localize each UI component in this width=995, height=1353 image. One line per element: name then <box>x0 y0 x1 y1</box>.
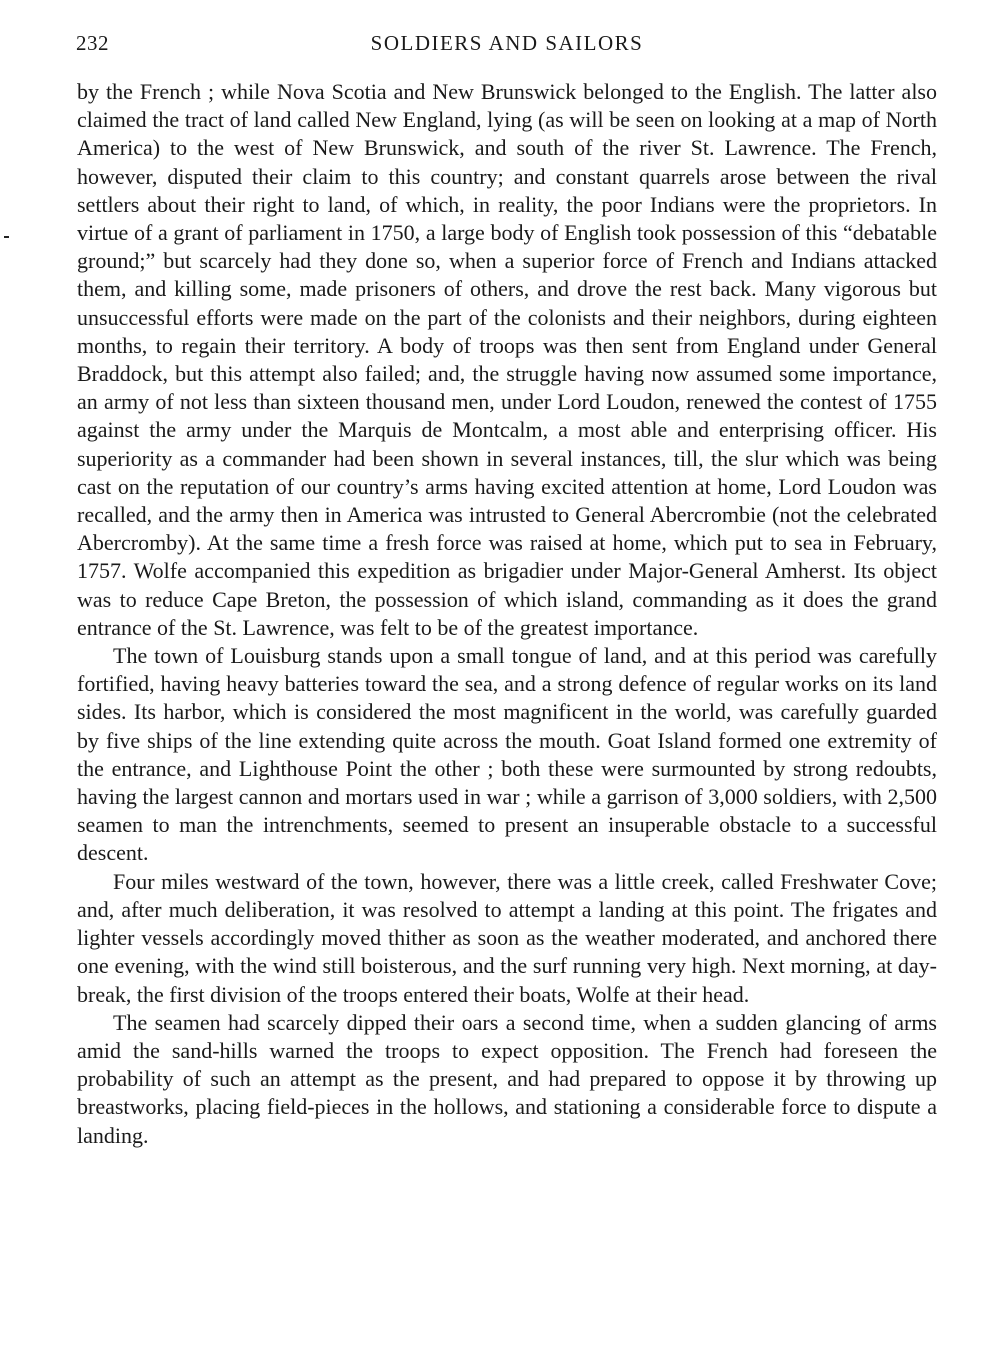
page-header <box>76 31 938 61</box>
paragraph-1: by the French ; while Nova Scotia and New Brunswick belonged to the English. The latter also claimed the tract of land called New England, lying (as will be seen on looking at a map of North America) to the west of New Brunswick, and south of the river St. Lawrence. The French, however, disputed their claim to this country; and constant quarrels arose between the rival settlers about their right to land, of which, in reality, the poor Indians were the proprietors. In virtue of a grant of parliament in 1750, a large body of English took possession of this “debatable ground;” but scarcely had they done so, when a superior force of French and Indians attacked them, and killing some, made prisoners of others, and drove the rest back. Many vigorous but unsuccessful efforts were made on the part of the colonists and their neighbors, during eighteen months, to regain their territory. A body of troops was then sent from England under General Braddock, but this attempt also failed; and, the struggle having now assumed some importance, an army of not less than sixteen thousand men, under Lord Loudon, renewed the contest of 1755 against the army under the Marquis de Montcalm, a most able and enterprising officer. His superiority as a commander had been shown in several instances, till, the slur which was being cast on the reputation of our country’s arms having excited attention at home, Lord Loudon was recalled, and the army then in America was intrusted to General Abercrombie (not the celebrated Abercromby). At the same time a fresh force was raised at home, which put to sea in February, 1757. Wolfe accompanied this expedition as brigadier under Major-General Amherst. Its object was to reduce Cape Breton, the possession of which island, commanding as it does the grand entrance of the St. Lawrence, was felt to be of the greatest importance. <box>77 79 937 640</box>
body-text <box>77 78 937 1150</box>
page-number: 232 <box>76 31 109 55</box>
running-title: SOLDIERS AND SAILORS <box>370 31 644 55</box>
paragraph-4: The seamen had scarcely dipped their oars a second time, when a sudden glancing of arms amid the sand-hills warned the troops to expect opposition. The French had foreseen the probability of such an attempt as the present, and had prepared to oppose it by throwing up breastworks, placing field-pieces in the hollows, and stationing a considerable force to dispute a landing. <box>77 1009 937 1148</box>
paragraph-3: Four miles westward of the town, however, there was a little creek, called Freshwater Cove; and, after much deliberation, it was resolved to attempt a landing at this point. The frigates and lighter vessels accordingly moved thither as soon as the weather moderated, and anchored there one evening, with the wind still boisterous, and the surf running very high. Next morning, at day-break, the first division of the troops entered their boats, Wolfe at their head. <box>77 868 937 1007</box>
paragraph-2: The town of Louisburg stands upon a small tongue of land, and at this period was carefully fortified, having heavy batteries toward the sea, and a strong defence of regular works on its land sides. Its harbor, which is considered the most magnificent in the world, was carefully guarded by five ships of the line extending quite across the mouth. Goat Island formed one extremity of the entrance, and Lighthouse Point the other ; both these were surmounted by strong redoubts, having the largest cannon and mortars used in war ; while a garrison of 3,000 soldiers, with 2,500 seamen to man the intrenchments, seemed to present an insuperable obstacle to a successful descent. <box>77 643 937 866</box>
margin-mark <box>4 236 9 238</box>
